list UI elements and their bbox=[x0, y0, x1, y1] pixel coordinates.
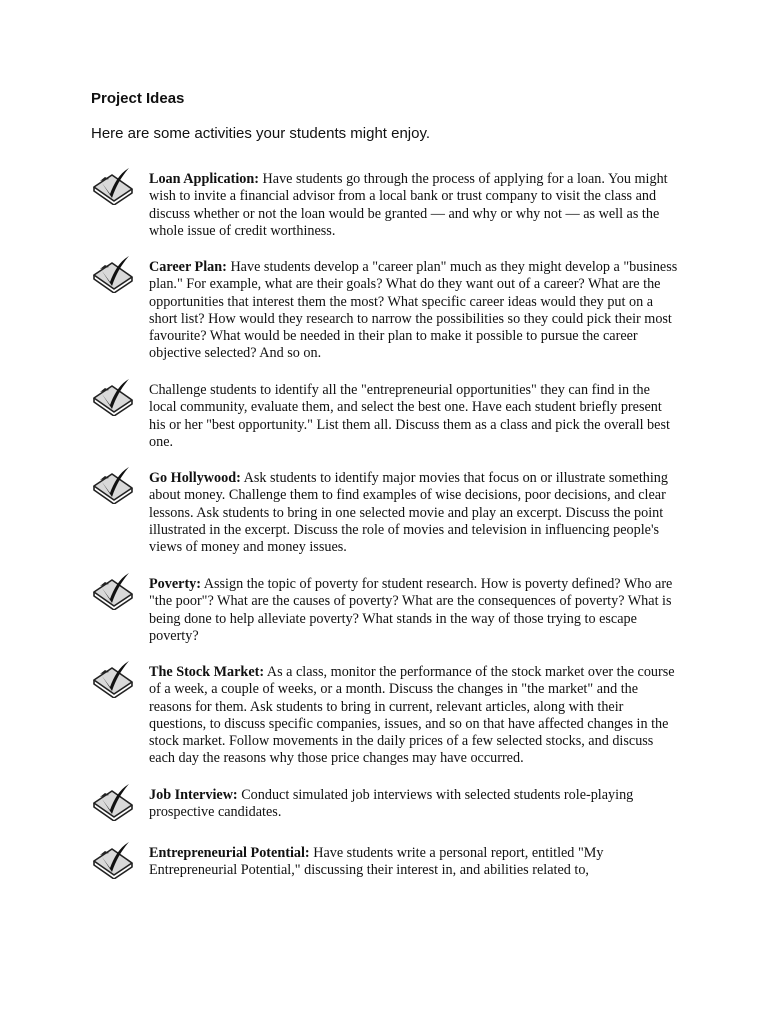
item-body: Have students develop a "career plan" much as they might develop a "business plan." For example, what are their goals? What do they want out of a career? What are the opportunities that interest them the most? What specific career ideas would they put on a short list? How would they research to narrow the possibilities so they could pick their most favourite? What would be needed in their plan to make it possible to pursue the career objective selected? And so on. bbox=[149, 259, 678, 362]
item-body: As a class, monitor the performance of the stock market over the course of a week, a couple of weeks, or a month. Discuss the changes in "the market" and the reasons for them. Ask students to bring in current, relevant articles, along with their questions, to discuss specific companies, issues, and so on that have affected changes in the stock market. Follow movements in the daily prices of a few selected stocks, and discuss each day the reasons why those price changes may have occurred. bbox=[149, 664, 675, 767]
item-title: The Stock Market: bbox=[149, 664, 265, 680]
item-body: Challenge students to identify all the "entrepreneurial opportunities" they can find in the local community, evaluate them, and select the best one. Have each student briefly present his or her "best opportunity." List them all. Discuss them as a class and pick the overall best one. bbox=[149, 382, 670, 450]
page-title: Project Ideas bbox=[91, 90, 185, 107]
item-text bbox=[149, 259, 681, 363]
checkmark-clipboard-icon bbox=[92, 841, 134, 879]
item-title: Go Hollywood: bbox=[149, 470, 241, 486]
item-title: Poverty: bbox=[149, 576, 201, 592]
item-text bbox=[149, 787, 681, 822]
item-title: Entrepreneurial Potential: bbox=[149, 845, 310, 861]
item-title: Loan Application: bbox=[149, 171, 259, 187]
item-body: Have students go through the process of applying for a loan. You might wish to invite a financial advisor from a local bank or trust company to visit the class and discuss whether or not the loan would be granted — and why or why not — as well as the whole issue of credit worthiness. bbox=[149, 171, 668, 239]
intro-text: Here are some activities your students might enjoy. bbox=[91, 125, 431, 142]
item-text bbox=[149, 664, 681, 768]
item-body: Conduct simulated job interviews with selected students role-playing prospective candidates. bbox=[149, 787, 634, 821]
item-body: Assign the topic of poverty for student research. How is poverty defined? Who are "the poor"? What are the causes of poverty? What are the consequences of poverty? What is being done to help alleviate poverty? What stands in the way of those trying to escape poverty? bbox=[149, 576, 673, 644]
item-text bbox=[149, 382, 681, 451]
item-title: Career Plan: bbox=[149, 259, 227, 275]
item-body: Have students write a personal report, entitled "My Entrepreneurial Potential," discussing their interest in, and abilities related to, bbox=[149, 845, 604, 879]
checkmark-clipboard-icon bbox=[92, 466, 134, 504]
checkmark-clipboard-icon bbox=[92, 378, 134, 416]
item-title: Job Interview: bbox=[149, 787, 238, 803]
item-text bbox=[149, 171, 681, 240]
checkmark-clipboard-icon bbox=[92, 572, 134, 610]
checkmark-clipboard-icon bbox=[92, 783, 134, 821]
item-text bbox=[149, 845, 681, 880]
checkmark-clipboard-icon bbox=[92, 255, 134, 293]
checkmark-clipboard-icon bbox=[92, 167, 134, 205]
item-text bbox=[149, 470, 681, 556]
checkmark-clipboard-icon bbox=[92, 660, 134, 698]
item-body: Ask students to identify major movies that focus on or illustrate something about money. Challenge them to find examples of wise decisions, poor decisions, and clear lessons. Ask students to bring in one selected movie and play an excerpt. Discuss the point illustrated in the excerpt. Discuss the role of movies and television in influencing people's views of money and money issues. bbox=[149, 470, 668, 556]
item-text bbox=[149, 576, 681, 645]
